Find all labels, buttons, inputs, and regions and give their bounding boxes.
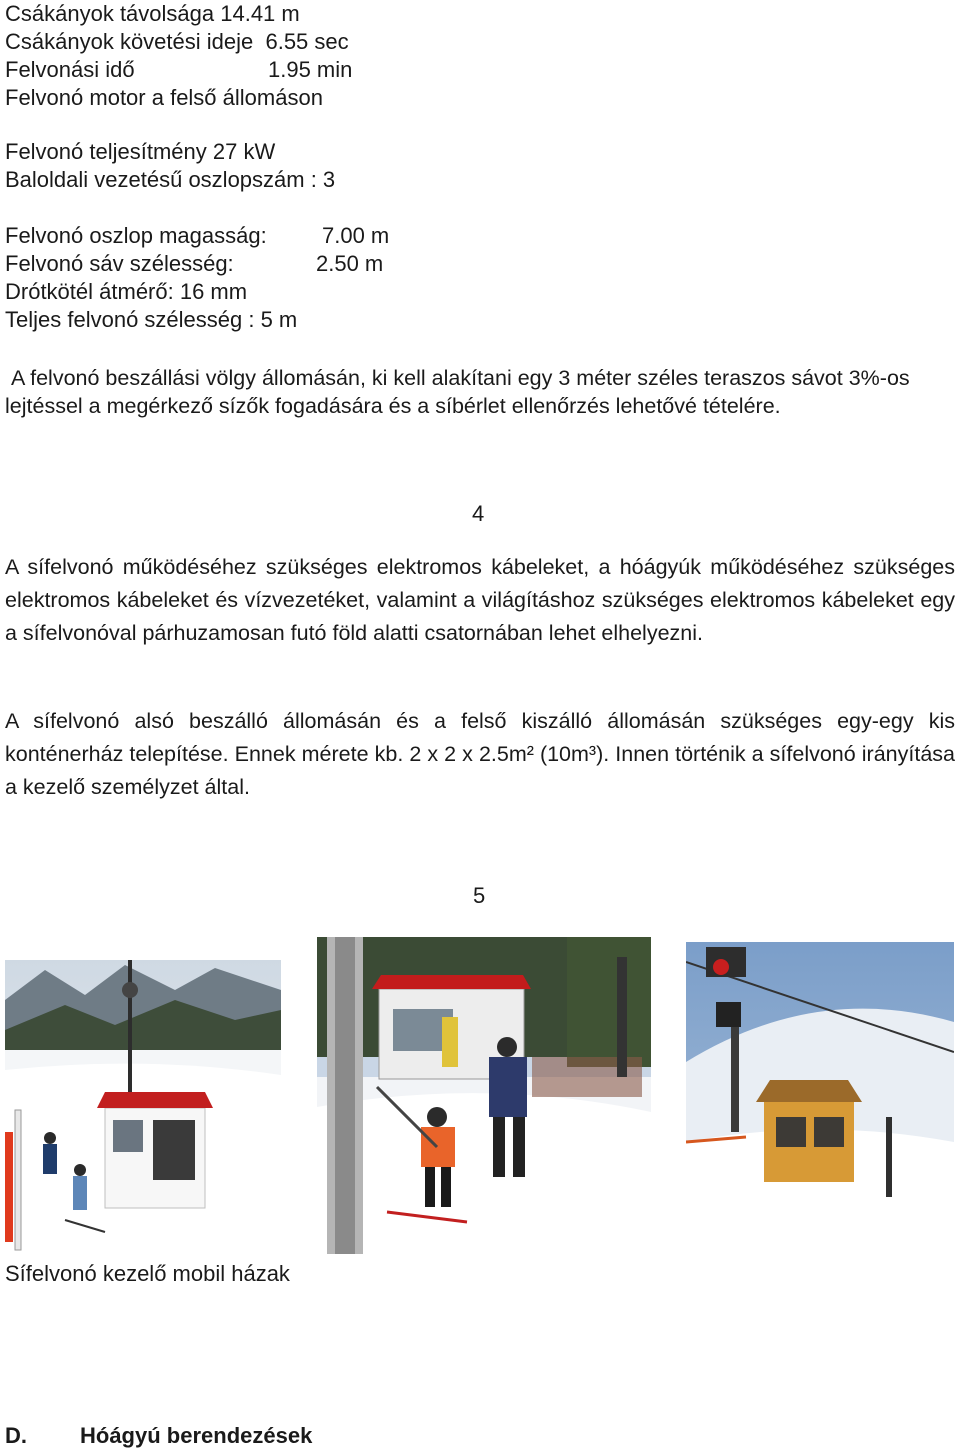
spec-pole-height-value: 7.00 m — [322, 223, 390, 248]
spec-power: Felvonó teljesítmény 27 kW — [5, 139, 276, 164]
spec-pick-interval: Csákányok követési ideje 6.55 sec — [5, 29, 349, 54]
spec-track-width-value: 2.50 m — [316, 251, 384, 276]
section-number-5: 5 — [473, 883, 486, 908]
spec-track-width-label: Felvonó sáv szélesség: — [5, 251, 234, 276]
photo-operator-hut-left — [5, 960, 281, 1254]
section-number-4: 4 — [472, 501, 485, 526]
section-heading-title: Hóágyú berendezések — [80, 1423, 313, 1448]
paragraph-terrace: A felvonó beszállási völgy állomásán, ki kell alakítani egy 3 méter széles teraszos sávot 3%-os lejtéssel a megérkező sízők fogadására és a síbérlet ellenőrzés lehetővé tételére. — [5, 366, 910, 418]
spec-rope-diameter: Drótkötél átmérő: 16 mm — [5, 279, 248, 304]
paragraph-container: A sífelvonó alsó beszálló állomásán és a felső kiszálló állomásán szükséges egy-egy kis konténerház telepítése. Ennek mérete kb. 2 x 2 x 2.5m² (10m³). Innen történik a sífelvonó irányítása a kezelő személyzet által. — [5, 709, 955, 799]
spec-lift-time-value: 1.95 min — [268, 57, 353, 82]
spec-lift-time-label: Felvonási idő — [5, 57, 135, 82]
photo-wooden-hut — [686, 942, 954, 1254]
spec-pole-count: Baloldali vezetésű oszlopszám : 3 — [5, 167, 336, 192]
paragraph-cables: A sífelvonó működéséhez szükséges elektromos kábeleket, a hóágyúk működéséhez szükséges elektromos kábeleket és vízvezetéket, valamint a világításhoz szükséges elektromos kábeleket egy a sífelvonóval párhuzamosan futó föld alatti csatornában lehet elhelyezni. — [5, 555, 955, 645]
spec-motor-location: Felvonó motor a felső állomáson — [5, 85, 323, 110]
spec-pick-distance: Csákányok távolsága 14.41 m — [5, 1, 300, 26]
spec-pole-height-label: Felvonó oszlop magasság: — [5, 223, 267, 248]
photo-caption: Sífelvonó kezelő mobil házak — [5, 1261, 290, 1286]
photo-skiers-station — [317, 937, 651, 1254]
spec-total-width: Teljes felvonó szélesség : 5 m — [5, 307, 298, 332]
section-heading-letter: D. — [5, 1423, 27, 1448]
